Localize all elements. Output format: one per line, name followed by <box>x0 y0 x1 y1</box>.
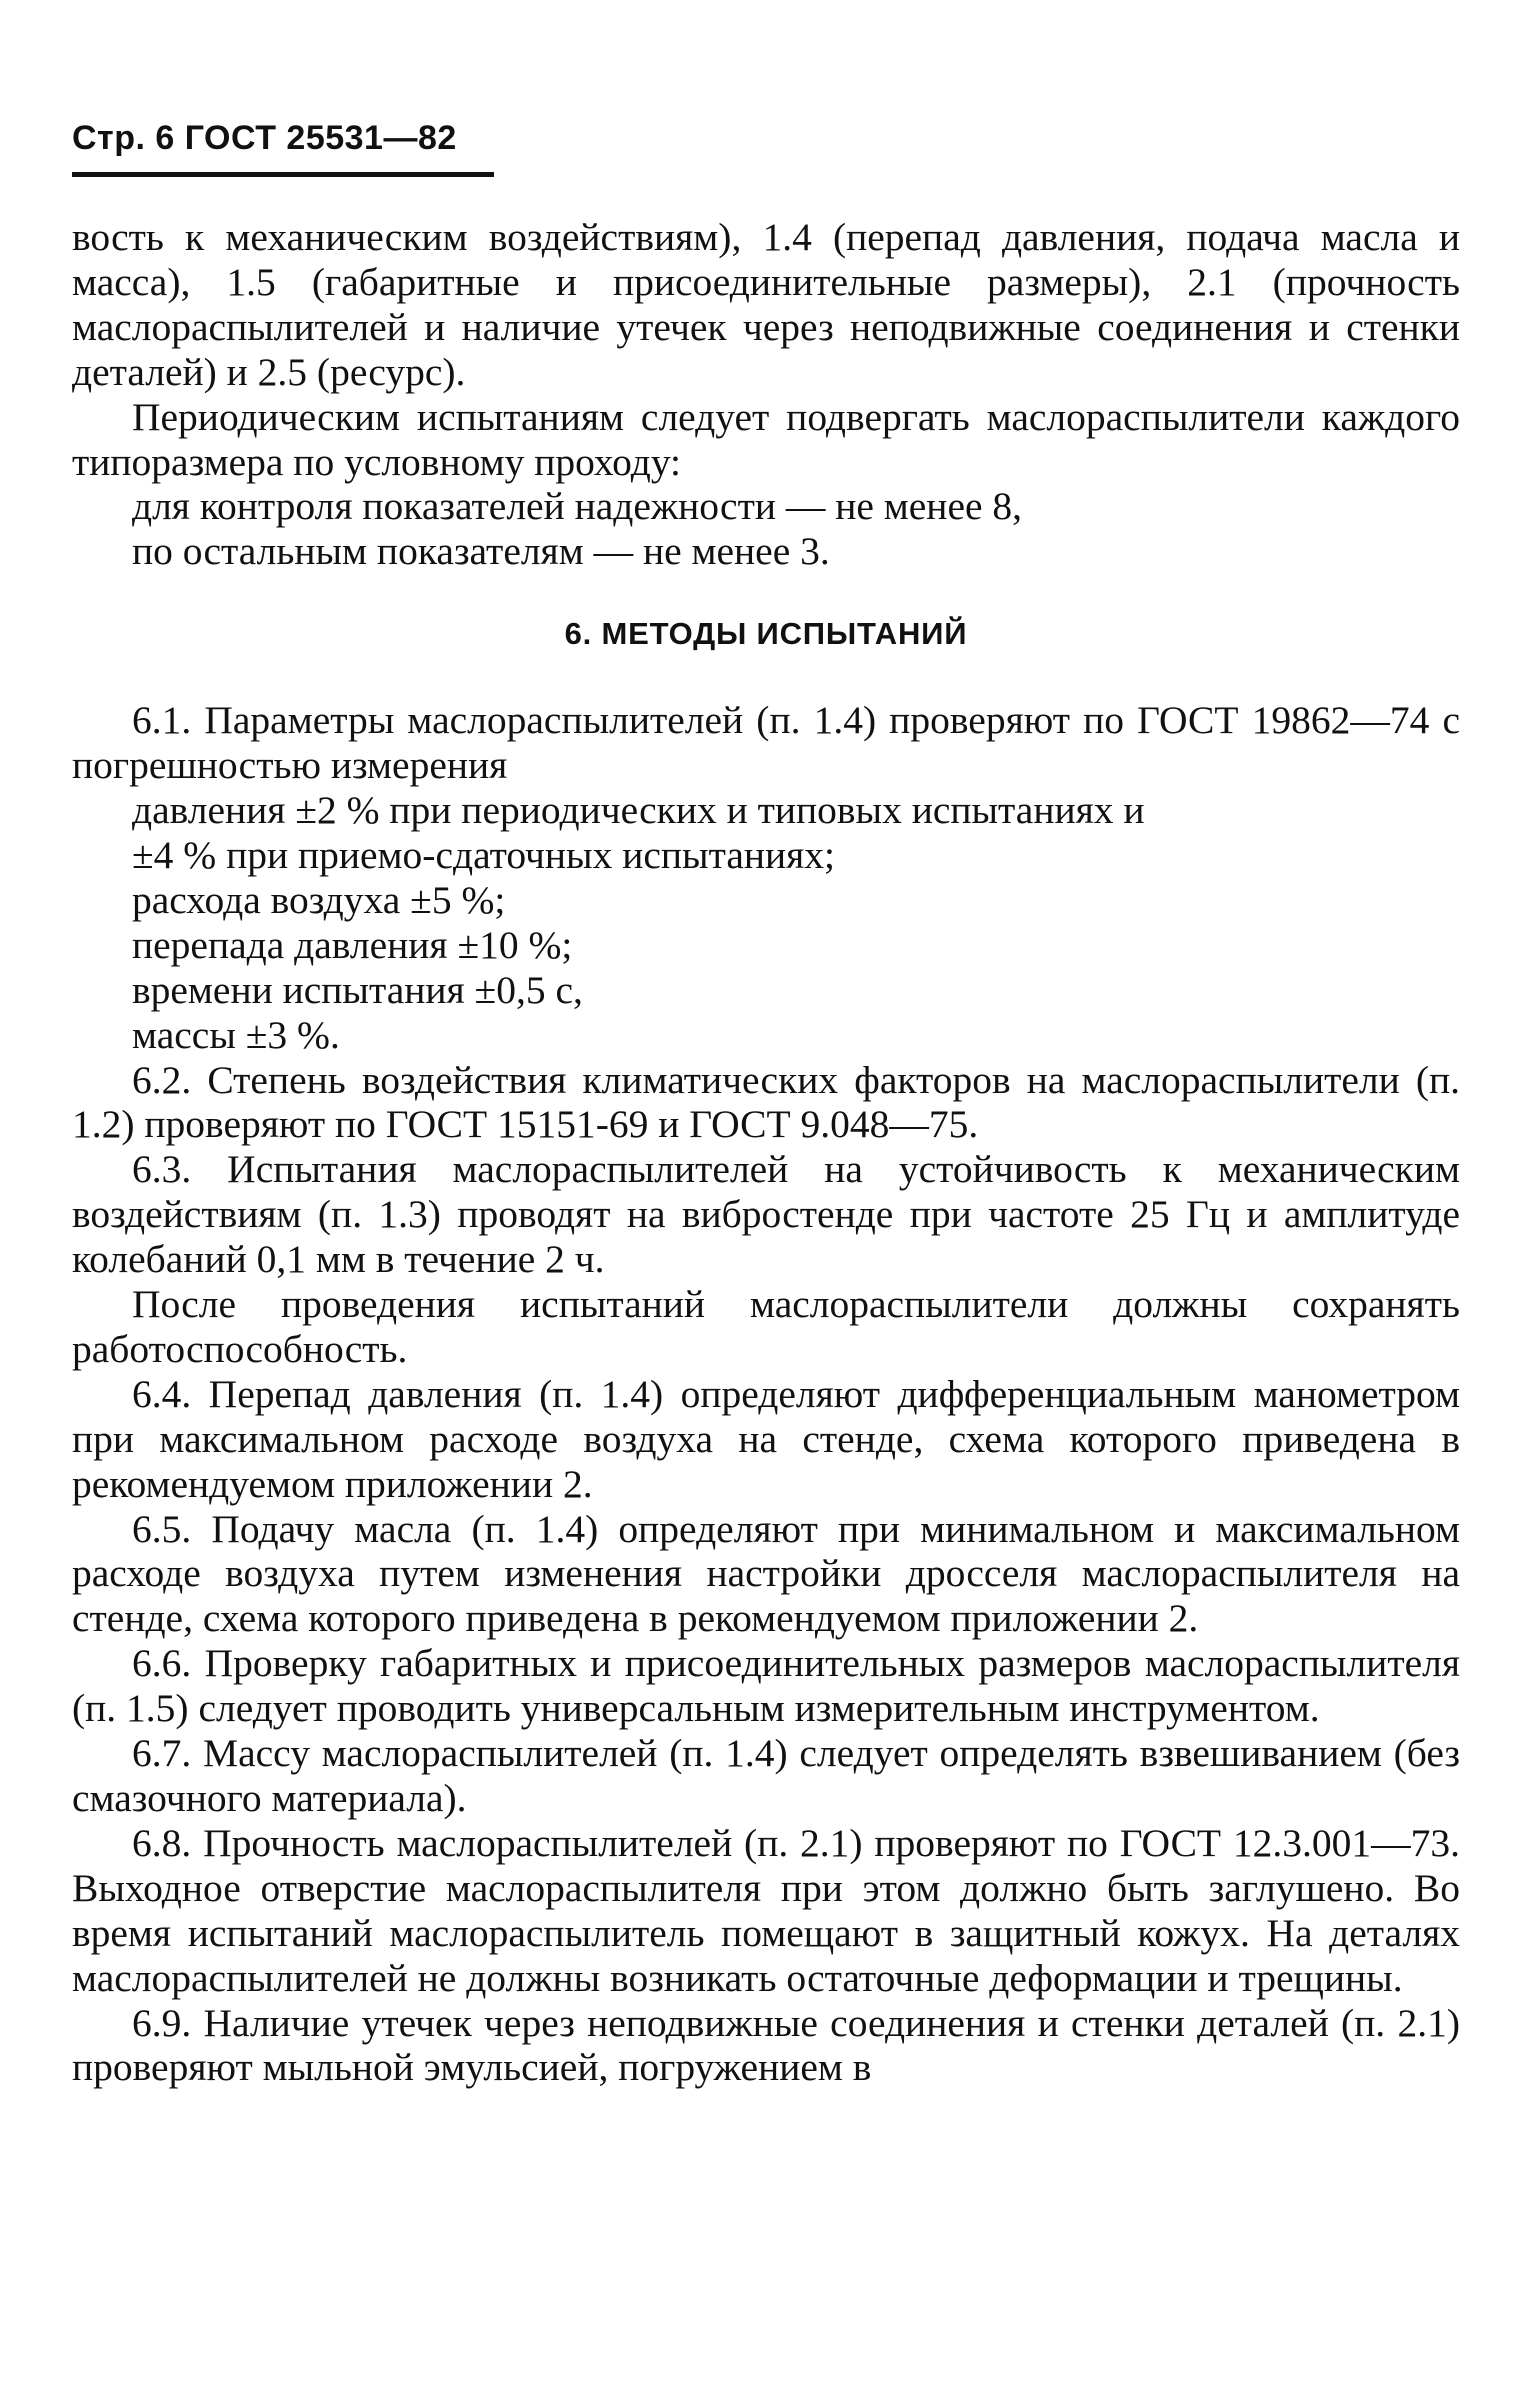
clause-6-8: 6.8. Прочность маслораспылителей (п. 2.1) проверяют по ГОСТ 12.3.001—73. Выходное отверстие маслораспылителя при этом должно быть заглушено. Во время испытаний маслораспылитель помещают в защитный кожух. На деталях маслораспылителей не должны возникать остаточные деформации и трещины. <box>72 1820 1460 2000</box>
running-header: Стр. 6 ГОСТ 25531—82 <box>72 119 457 157</box>
periodic-tests-paragraph: Периодическим испытаниям следует подвергать маслораспылители каждого типоразмера по условному проходу: <box>72 394 1460 484</box>
clause-6-7: 6.7. Массу маслораспылителей (п. 1.4) следует определять взвешиванием (без смазочного материала). <box>72 1731 1460 1820</box>
reliability-count-line: для контроля показателей надежности — не менее 8, <box>132 484 1023 529</box>
clause-6-1-item: времени испытания ±0,5 с, <box>132 967 583 1012</box>
clause-6-4: 6.4. Перепад давления (п. 1.4) определяют дифференциальным манометром при максимальном расходе воздуха на стенде, схема которого приведена в рекомендуемом приложении 2. <box>72 1371 1460 1506</box>
clause-6-1-item: перепада давления ±10 %; <box>132 922 573 967</box>
clause-6-1-item: расхода воздуха ±5 %; <box>132 877 506 922</box>
clause-6-1-item: давления ±2 % при периодических и типовых испытаниях и <box>132 788 1145 833</box>
other-count-line: по остальным показателям — не менее 3. <box>132 529 830 574</box>
clause-6-9: 6.9. Наличие утечек через неподвижные соединения и стенки деталей (п. 2.1) проверяют мыльной эмульсией, погружением в <box>72 2000 1460 2090</box>
intro-continuation: вость к механическим воздействиям), 1.4 (перепад давления, подача масла и масса), 1.5 (габаритные и присоединительные размеры), 2.1 (прочность маслораспылителей и наличие утечек через неподвижные соединения и стенки деталей) и 2.5 (ресурс). <box>72 215 1460 394</box>
clause-6-6: 6.6. Проверку габаритных и присоединительных размеров маслораспылителя (п. 1.5) следует проводить универсальным измерительным инструментом. <box>72 1641 1460 1731</box>
clause-6-2: 6.2. Степень воздействия климатических факторов на маслораспылители (п. 1.2) проверяют по ГОСТ 15151-69 и ГОСТ 9.048—75. <box>72 1057 1460 1147</box>
clause-6-3-after: После проведения испытаний маслораспылители должны сохранять работоспособность. <box>72 1282 1460 1371</box>
clause-6-1-item: массы ±3 %. <box>132 1012 340 1057</box>
section-heading: 6. МЕТОДЫ ИСПЫТАНИЙ <box>564 616 968 652</box>
clause-6-1: 6.1. Параметры маслораспылителей (п. 1.4) проверяют по ГОСТ 19862—74 с погрешностью измерения <box>72 698 1460 788</box>
document-page <box>72 118 1460 2090</box>
clause-6-1-item: ±4 % при приемо-сдаточных испытаниях; <box>132 832 836 877</box>
clause-6-3: 6.3. Испытания маслораспылителей на устойчивость к механическим воздействиям (п. 1.3) проводят на вибростенде при частоте 25 Гц и амплитуде колебаний 0,1 мм в течение 2 ч. <box>72 1147 1460 1282</box>
clause-6-5: 6.5. Подачу масла (п. 1.4) определяют при минимальном и максимальном расходе воздуха путем изменения настройки дросселя маслораспылителя на стенде, схема которого приведена в рекомендуемом приложении 2. <box>72 1506 1460 1641</box>
header-rule <box>72 172 494 177</box>
